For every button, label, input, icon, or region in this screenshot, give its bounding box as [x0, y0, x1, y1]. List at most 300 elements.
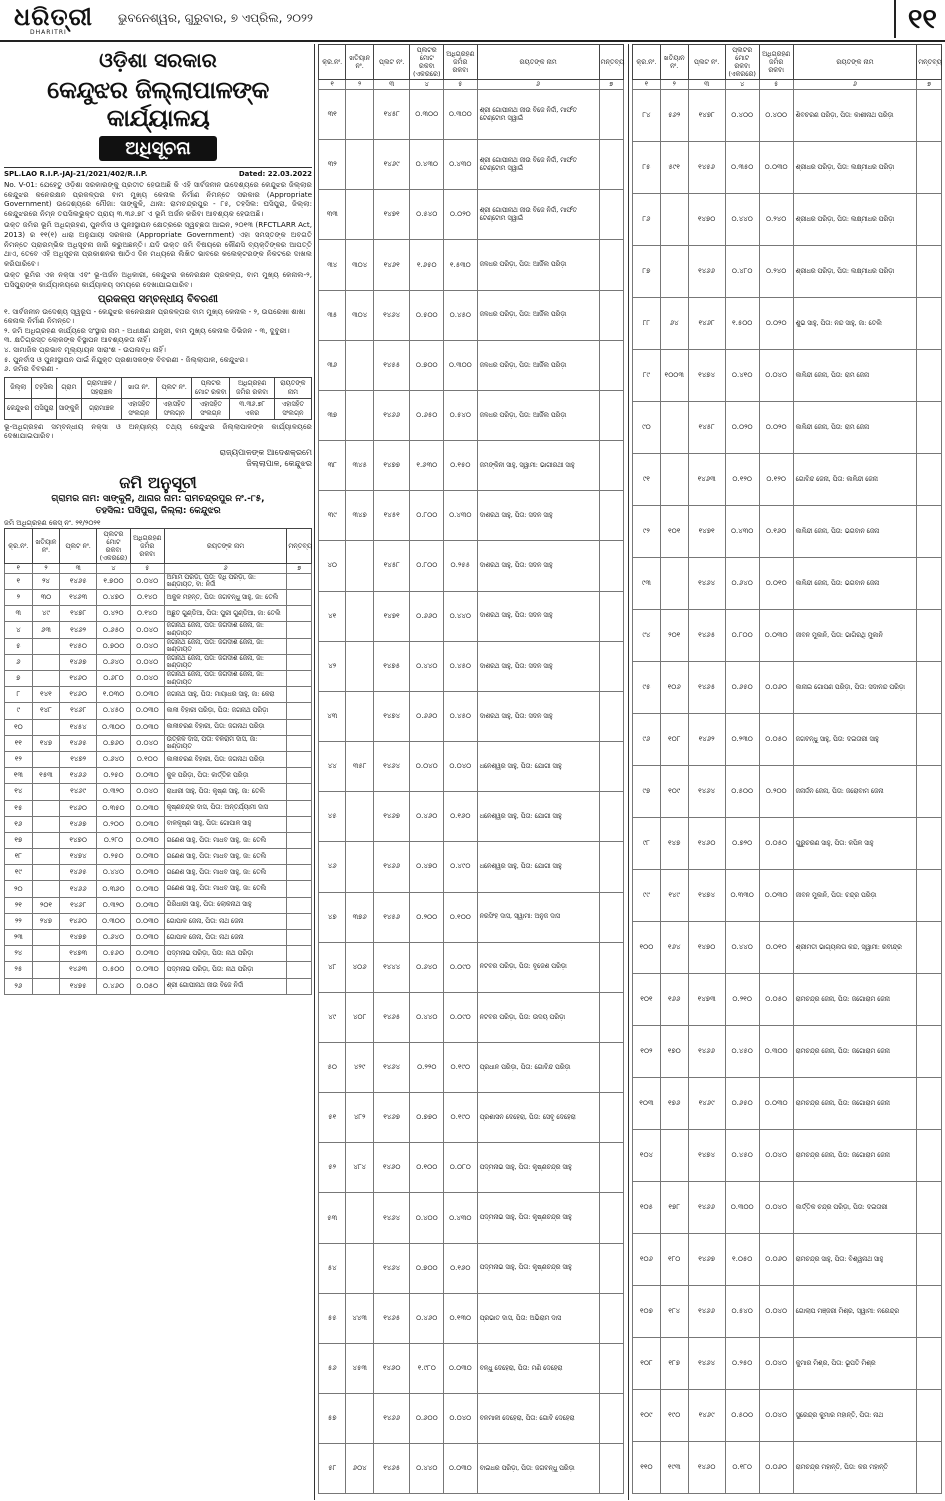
table-cell: ୦.୦୩୦ — [130, 962, 164, 978]
table-cell: ୮ — [5, 687, 33, 703]
list-item: ୧. ସାର୍ବଜନୀନ ଉଦେଶ୍ୟ ସ୍ୱରୂପ - କେନ୍ଦୁଝର କନେରକ୍ଷନ ପ୍ରକଳ୍ପର ବାମ ମୁଖ୍ୟ କେନାଲ - ୨, ଉପରେଖା ଶାଖା କେନାଲ ନିର୍ମାଣ ନିମନ୍ତେ। — [4, 306, 306, 326]
table-cell: ୦.୪୦୦ — [725, 90, 759, 142]
table-cell: କୁଳ ପରିଡ଼ା, ପିତା: କାର୍ତ୍ତିକ ପରିଡ଼ା — [164, 768, 287, 784]
table-row — [633, 454, 942, 506]
table-cell: ଶୁଭ ସାହୁ, ପିତା: ନନ୍ଦ ସାହୁ, ଜା: ତେଲି — [793, 298, 917, 350]
summary-header-cell: ତହସିଲ — [32, 377, 56, 398]
table-cell: ପଦ୍ମନାଭ ସାହୁ, ପିତା: କୃଷ୍ଣଚନ୍ଦ୍ର ସାହୁ — [477, 1243, 599, 1293]
table-cell: ୧୪୬୦ — [373, 1343, 410, 1393]
table-cell: ୧୪୭୦ — [688, 922, 725, 974]
table-cell: ୦.୪୪୦ — [444, 591, 478, 641]
summary-header-cell: ରାୟତଙ୍କ ନାମ — [274, 377, 311, 398]
table-cell: ୧୪୬୪ — [688, 558, 725, 610]
remarks-cell — [287, 849, 312, 865]
table-cell: ୧୦୫ — [633, 1182, 661, 1234]
table-row — [5, 800, 312, 816]
column-number: ୫ — [759, 80, 793, 90]
table-cell: ଜଳଧର ପରିଡ଼ା, ପିତା: ଆର୍ଜିଲ ପରିଡ଼ା — [477, 240, 599, 290]
table-cell: ୪୯ — [32, 606, 60, 622]
table-cell: ୩୯ — [319, 491, 346, 541]
table-cell: ୬ — [5, 654, 33, 670]
table-cell: ୦.୪୬୦ — [410, 1293, 444, 1343]
table-cell: ୧୪୫୬ — [373, 892, 410, 942]
column-number: ୧ — [633, 80, 661, 90]
table-cell: ୦.୪୩୦ — [444, 140, 478, 190]
remarks-cell — [917, 1442, 942, 1494]
table-cell: ୦.୮୦୦ — [410, 541, 444, 591]
table-cell: ୧୪୬୪ — [373, 742, 410, 792]
table-cell: ୧୪୬୬ — [373, 842, 410, 892]
table-cell: ୧୭ — [5, 832, 33, 848]
table-cell: ଶ୍ରୀମତୀ ଭାଗ୍ୟଲତା କନ୍ଦ, ସ୍ୱାମୀ: ରବୀନ୍ଦ୍ର — [793, 922, 917, 974]
table-cell: ୦.୪୩୦ — [725, 506, 759, 558]
table-cell — [346, 842, 373, 892]
table-cell: ୦.୮୦୦ — [410, 491, 444, 541]
table-cell: ଅକୁଳ ମହନ୍ତ, ପିତା: ଜଗବନ୍ଧୁ ସାହୁ, ଜା: ତେଲି — [164, 590, 287, 606]
column-number: ୫ — [130, 563, 164, 573]
column-header: ମନ୍ତବ୍ୟ — [287, 528, 312, 563]
column-number-row — [633, 80, 942, 90]
table-cell: ୦.୩୨୦ — [97, 897, 131, 913]
table-cell: ୦.୦୨୦ — [759, 402, 793, 454]
table-row — [633, 1234, 942, 1286]
table-cell: ପଦ୍ମନାଭ ସାହୁ, ପିତା: କୃଷ୍ଣଚନ୍ଦ୍ର ସାହୁ — [477, 1143, 599, 1193]
table-cell: ୯୬ — [633, 714, 661, 766]
table-cell: ୧୯୦ — [660, 1390, 688, 1442]
table-cell: ୩୦ — [32, 590, 60, 606]
table-cell: ୧୪୬୮ — [688, 298, 725, 350]
table-cell: ୧୪୬୦ — [60, 913, 97, 929]
table-cell — [660, 1130, 688, 1182]
newspaper-logo-latin: DHARITRI — [30, 29, 67, 36]
table-cell: ୧୪୬୬ — [373, 1394, 410, 1444]
table-row — [633, 610, 942, 662]
remarks-cell — [917, 1390, 942, 1442]
table-cell: ୦.୦୩୦ — [130, 913, 164, 929]
table-cell: ପ୍ରଶାସନ ଦେହେରା, ପିତା: ସେବୃ ଦେହେରା — [477, 1093, 599, 1143]
remarks-cell — [599, 992, 623, 1042]
table-cell: ୦.୧୬୦ — [444, 792, 478, 842]
table-cell — [32, 832, 60, 848]
table-cell: ୧୪୬୭ — [373, 1093, 410, 1143]
table-cell: ୪୦୮ — [346, 992, 373, 1042]
remarks-cell — [599, 641, 623, 691]
table-cell: ୦.୧୫୦ — [444, 441, 478, 491]
notice-paragraph: ଉକ୍ତ ଜମିର ଭୂମି ଅଧିଗ୍ରହଣ, ପୁନର୍ବାସ ଓ ପୁନଃସ୍ଥାପନ କ୍ଷେତ୍ରରେ ସ୍ୱଚ୍ଛତା ଆଇନ, ୨୦୧୩ (RFCTLARR Act, 2013) ର ୧୧(୧) ଧାରା ଅନୁଯାୟୀ ସରକାର (Appropriate Government) ଏହା ସମସ୍ତଙ୍କ ଅବଗତି ନିମନ୍ତେ ପ୍ରାରମ୍ଭିକ ଅଧିସୂଚନା ଜାରି କରୁଅଛନ୍ତି। ଯଦି ଉକ୍ତ ଜମି ବିଷୟରେ କୌଣସି ବ୍ୟକ୍ତିଙ୍କର ଆପତ୍ତି ଥାଏ, ତେବେ ଏହି ଅଧିସୂଚନା ପ୍ରକାଶନର ଷାଠିଏ ଦିନ ମଧ୍ୟରେ ଲିଖିତ ଭାବରେ କଲେକ୍ଟରଙ୍କ ନିକଟରେ ଦାଖଲ କରିପାରିବେ। — [4, 220, 312, 268]
remarks-cell — [287, 590, 312, 606]
table-cell: ୦.୪୪୦ — [725, 922, 759, 974]
table-cell: ୦.୦୩୦ — [130, 687, 164, 703]
table-cell: ୧୪୬୬ — [688, 1286, 725, 1338]
table-cell: ୧୪୫୬ — [688, 142, 725, 194]
table-cell: ୦.୪୫୦ — [444, 641, 478, 691]
table-cell: ୦.୨୪୦ — [759, 194, 793, 246]
remarks-cell — [287, 962, 312, 978]
table-cell — [32, 978, 60, 994]
table-cell: ୧୪୭୫ — [373, 641, 410, 691]
table-cell — [346, 641, 373, 691]
table-cell: ୫୭ — [319, 1394, 346, 1444]
remarks-cell — [599, 892, 623, 942]
table-cell: ୧୪୫୪ — [60, 719, 97, 735]
authority-name: ଜିଲ୍ଲାପାଳ, କେନ୍ଦୁଝର — [246, 458, 312, 468]
table-cell: ୦.୨୪୦ — [759, 246, 793, 298]
table-cell: ୧୪୫୦ — [60, 638, 97, 654]
table-cell: ୦.୦୩୦ — [130, 832, 164, 848]
summary-header-cell: ପ୍ଲଟର ମୋଟ ରକବା — [192, 377, 230, 398]
table-cell: କାଳିନ୍ଦୀ ଜେନା, ପିତା: ଭଗବାନ ଜେନା — [793, 506, 917, 558]
table-cell: ୧୪୬୪ — [688, 1338, 725, 1390]
table-row — [5, 687, 312, 703]
table-cell: ୦.୧୪୦ — [130, 606, 164, 622]
authority-order: ରାଜ୍ୟପାଳଙ୍କ ଆଦେଶକ୍ରମେ — [219, 447, 312, 457]
table-row — [5, 671, 312, 687]
schedule-column-right — [632, 44, 942, 1500]
table-row — [319, 240, 624, 290]
table-cell: ୧୦୯ — [633, 1390, 661, 1442]
table-cell: ୧୪୪୪ — [373, 942, 410, 992]
table-cell: ୨୪୭ — [32, 913, 60, 929]
table-cell: ୯୮ — [633, 818, 661, 870]
table-cell: ୧୪୭୭ — [60, 930, 97, 946]
table-cell: ୧୦୧ — [660, 506, 688, 558]
table-cell: ୧୪୬୫ — [373, 1444, 410, 1494]
column-number: ୨ — [32, 563, 60, 573]
table-cell: ପ୍ରଭାତ ଦାସ, ପିତା: ଅଭିରାମ ଦାସ — [477, 1293, 599, 1343]
column-number: ୪ — [725, 80, 759, 90]
notice-paragraph: ଉକ୍ତ ଭୂମିର ଏକ ନକ୍ସା ଏବଂ ଭୂ-ଅର୍ଜନ ଅଧିକାରୀ, କେନ୍ଦୁଝର କନେରକ୍ଷନ ପ୍ରକଳ୍ପ, ବାମ ମୁଖ୍ୟ କେନାଲ-୨, ଘସିପୁରାଙ୍କ କାର୍ଯ୍ୟାଳୟରେ କାର୍ଯ୍ୟାଳୟ ସମୟରେ ଦେଖାଯାଇପାରିବ। — [4, 270, 312, 289]
table-cell — [32, 638, 60, 654]
table-cell: ୫୬୨ — [660, 90, 688, 142]
remarks-cell — [917, 1234, 942, 1286]
column-number: ୬ — [477, 80, 599, 90]
table-cell: ୧୪୭ — [660, 818, 688, 870]
remarks-cell — [287, 897, 312, 913]
column-number: ୪ — [410, 80, 444, 90]
table-cell: ୦.୪୭୦ — [410, 842, 444, 892]
table-cell: ୦.୩୦୦ — [97, 913, 131, 929]
table-cell: ୦.୬୬୦ — [410, 591, 444, 641]
table-cell: ରାମଚନ୍ଦ୍ର ଜେନା, ପିତା: ଜଗୋରାମ ଜେନା — [793, 1026, 917, 1078]
table-cell: ୫୮ — [319, 1444, 346, 1494]
table-cell: ୦.୧୦୦ — [410, 1143, 444, 1193]
land-schedule-table — [318, 44, 624, 1494]
table-cell: ୦.୦୨୦ — [725, 402, 759, 454]
details-heading: ପ୍ରକଳ୍ପ ସମ୍ବନ୍ଧୀୟ ବିବରଣୀ — [98, 293, 218, 305]
list-item: ୨. ଜମି ଅଧିଗ୍ରହଣ କାର୍ଯ୍ୟରେ ସଂସ୍ଥାର ନାମ - ଅଧୀକ୍ଷଣ ଯନ୍ତ୍ରୀ, ବାମ ମୁଖ୍ୟ କେନାଲ ଡିଭିଜନ - ୩, ଦୁବୁରୀ। — [4, 325, 290, 335]
table-cell: ୧୪୬୪ — [688, 766, 725, 818]
column-number: ୨ — [346, 80, 373, 90]
table-cell — [346, 340, 373, 390]
table-cell — [32, 849, 60, 865]
table-cell: ୭ — [5, 671, 33, 687]
table-cell: ଶ୍ରୀ ଗୋପୀନାଥ ଜୀଉ ବିଜେ ନିର୍ଦ୍ଦୀ, ମାର୍ଫତ ଟେଣ୍ଟୋମ ସ୍ୱାଇଁ — [477, 190, 599, 240]
table-cell: ପଦ୍ମନାଭ ପରିଡ଼ା, ପିତା: ନାଥ ପରିଡ଼ା — [164, 962, 287, 978]
table-cell: ୧୪୬୦ — [60, 800, 97, 816]
table-cell: ୧୪୬୯ — [688, 1078, 725, 1130]
table-cell: କାର୍ତ୍ତିକ ଚନ୍ଦ୍ର ପରିଡ଼ା, ପିତା: ଦଇତାରୀ — [793, 1182, 917, 1234]
summary-value-row — [5, 398, 312, 419]
table-cell: ୦.୧୬୦ — [759, 506, 793, 558]
table-row — [633, 506, 942, 558]
table-cell: ୦.୪୫୦ — [725, 1130, 759, 1182]
table-cell — [32, 816, 60, 832]
table-cell: ୧୪୫୮ — [373, 541, 410, 591]
table-cell: ୦.୦୩୦ — [130, 897, 164, 913]
table-row — [5, 703, 312, 719]
table-row — [5, 719, 312, 735]
table-cell: ରାଧାରୀ ସାହୁ, ପିତା: କୃଷ୍ଣ ସାହୁ, ଜା: ତେଲି — [164, 784, 287, 800]
table-cell: ୦.୦୪୦ — [444, 1394, 478, 1444]
table-row — [319, 491, 624, 541]
table-cell — [346, 691, 373, 741]
table-row — [5, 865, 312, 881]
table-row — [319, 190, 624, 240]
reference-line — [4, 167, 312, 178]
table-row — [319, 1394, 624, 1444]
table-cell: ୪୩ — [319, 691, 346, 741]
table-cell: ୦.୩୦୦ — [444, 90, 478, 140]
table-row — [5, 606, 312, 622]
table-cell: ୦.୨୦୦ — [97, 816, 131, 832]
table-row — [5, 751, 312, 767]
table-cell: ୦.୧୩୦ — [444, 1293, 478, 1343]
table-cell: ରାମଚନ୍ଦ୍ର ଜେନା, ପିତା: ଜଗୋରାମ ଜେନା — [793, 1130, 917, 1182]
summary-header-cell: ଖାତା ନଂ. — [121, 377, 156, 398]
table-cell: ୧୪୬୭ — [60, 816, 97, 832]
table-row — [319, 1093, 624, 1143]
table-cell: କାଳୀଚରଣ ବିହାରୀ, ପିତା: ଜଗନାଥ ପରିଡ଼ା — [164, 719, 287, 735]
table-cell: ୦.୪୮୦ — [725, 246, 759, 298]
land-schedule-table — [4, 528, 312, 995]
remarks-cell — [287, 687, 312, 703]
table-cell: ୦.୩୬୦ — [97, 881, 131, 897]
table-cell: ୦.୦୨୦ — [759, 298, 793, 350]
table-cell: ଜଳଧର ପରିଡ଼ା, ପିତା: ଆର୍ଜିଲ ପରିଡ଼ା — [477, 340, 599, 390]
table-cell: ୦.୩୦୦ — [97, 719, 131, 735]
table-cell: ୦.୦୪୦ — [759, 1182, 793, 1234]
table-row — [319, 591, 624, 641]
table-cell: ୯୧ — [633, 454, 661, 506]
remarks-cell — [599, 140, 623, 190]
table-cell: ୦.୨୧୦ — [725, 974, 759, 1026]
summary-header-cell: ଜିଲ୍ଲା — [5, 377, 32, 398]
table-cell: ୩୫୮ — [346, 742, 373, 792]
column-header: ପ୍ଲଟ ନଂ. — [688, 45, 725, 80]
table-cell: ୪୨୯ — [346, 1042, 373, 1092]
table-row — [5, 654, 312, 670]
summary-value-cell: ଗ୍ରାମାଞ୍ଚଳ — [82, 398, 122, 419]
table-cell: ୦.୧୦୦ — [130, 751, 164, 767]
table-row — [5, 913, 312, 929]
table-cell: ୦.୦୪୦ — [130, 573, 164, 589]
remarks-cell — [287, 573, 312, 589]
table-cell: ୧୪୬୯ — [373, 140, 410, 190]
table-cell: ୦.୭୦୦ — [410, 1243, 444, 1293]
table-cell: ୩୦୪ — [346, 240, 373, 290]
table-cell: ୪୫ — [319, 792, 346, 842]
remarks-cell — [287, 832, 312, 848]
table-cell: ୦.୧୬୦ — [444, 1243, 478, 1293]
remarks-cell — [917, 350, 942, 402]
table-cell: ୦.୦୯୦ — [444, 942, 478, 992]
remarks-cell — [917, 714, 942, 766]
table-cell: ୮୪ — [633, 90, 661, 142]
table-cell: ୧୪୬୨ — [688, 714, 725, 766]
table-cell: ୯ — [5, 703, 33, 719]
table-cell: ୦.୩୦୦ — [410, 90, 444, 140]
table-cell: ୧୪୭ — [32, 735, 60, 751]
column-header: କ୍ର.ନଂ. — [5, 528, 33, 563]
table-cell: ୦.୩୨୦ — [97, 784, 131, 800]
table-cell: ୦.୪୯୦ — [444, 842, 478, 892]
notification-panel — [4, 46, 312, 1498]
land-schedule-table — [632, 44, 942, 1494]
table-cell: ପ୍ରଧାନ ପରିଡ଼ା, ପିତା: ଗୋବିନ୍ଦ ପରିଡ଼ା — [477, 1042, 599, 1092]
table-cell: ୧୪୬୦ — [60, 687, 97, 703]
table-cell: ୦.୨୦୦ — [759, 766, 793, 818]
table-cell: ୧୪୭୪ — [373, 691, 410, 741]
column-header: ଖତିୟାନ ନଂ. — [32, 528, 60, 563]
remarks-cell — [599, 541, 623, 591]
table-cell: ୧୪୭୪ — [688, 350, 725, 402]
table-cell: ୮୫ — [633, 142, 661, 194]
column-header: କ୍ର.ନଂ. — [633, 45, 661, 80]
table-cell — [660, 194, 688, 246]
table-cell: ୧୪୬୦ — [373, 1143, 410, 1193]
table-cell: ୦.୪୪୦ — [725, 194, 759, 246]
table-cell: ୧୪୬୬ — [373, 390, 410, 440]
table-cell: କାଳିନ୍ଦୀ ଜେନା, ପିତା: ରାମ ଜେନା — [793, 402, 917, 454]
table-cell: କାଳୀ ବିହାରୀ ପରିଡ଼ା, ପିତା: ଜଗନାଥ ପରିଡ଼ା — [164, 703, 287, 719]
remarks-cell — [917, 818, 942, 870]
remarks-cell — [917, 246, 942, 298]
table-cell: ୦.୫୦୦ — [725, 1390, 759, 1442]
table-cell: ୪୦୬ — [346, 942, 373, 992]
table-cell: ଜଗନାଥ ସାହୁ, ପିତା: ମାୟାଧର ସାହୁ, ଜା: କେରା — [164, 687, 287, 703]
table-cell: ଶ୍ରୀଧର ପରିଡ଼ା, ପିତା: ଲକ୍ଷ୍ମୀଧର ପରିଡ଼ା — [793, 194, 917, 246]
table-cell: ୦.୭୨୦ — [725, 818, 759, 870]
page-number: ୧୧ — [894, 0, 937, 38]
table-row — [5, 638, 312, 654]
table-cell: ୦.୩୦୦ — [444, 340, 478, 390]
table-cell: ୦.୦୯୦ — [444, 992, 478, 1042]
table-cell: କାଳୀଚରଣ ବିହାରୀ, ପିତା: ଜଗନାଥ ପରିଡ଼ା — [164, 751, 287, 767]
table-cell: ୦.୦୪୦ — [759, 1390, 793, 1442]
table-cell: ୦.୦୪୦ — [130, 622, 164, 638]
table-cell: ୨୦୧ — [660, 610, 688, 662]
table-row — [633, 558, 942, 610]
summary-header-row — [5, 377, 312, 398]
table-row — [319, 140, 624, 190]
table-row — [633, 402, 942, 454]
table-cell: ୧୪୬୩ — [688, 454, 725, 506]
table-cell: ୦.୦୩୦ — [444, 1343, 478, 1393]
table-cell: ୧୫ — [5, 800, 33, 816]
remarks-cell — [287, 654, 312, 670]
table-row — [319, 1143, 624, 1193]
table-cell: ୦.୪୪୦ — [410, 641, 444, 691]
table-cell: ୧୪୬୫ — [688, 662, 725, 714]
table-cell: ଜଗବନ୍ଧୁ ସାହୁ, ପିତା: ଦଇତାରୀ ସାହୁ — [793, 714, 917, 766]
column-divider — [628, 44, 629, 1500]
table-cell: ୧.୬୩୦ — [410, 441, 444, 491]
table-cell: ରାମଚନ୍ଦ୍ର ଜେନା, ପିତା: ଜଗୋରାମ ଜେନା — [793, 1078, 917, 1130]
table-cell: ୪୮ — [319, 942, 346, 992]
table-cell: ନଟବର ପରିଡ଼ା, ପିତା: ଉଦୟ ପରିଡ଼ା — [477, 992, 599, 1042]
table-cell: ୦.୪୪୦ — [410, 1444, 444, 1494]
column-number: ୧ — [5, 563, 33, 573]
table-cell — [660, 454, 688, 506]
schedule-title: ଜମି ଅନୁସୂଚୀ — [119, 472, 197, 492]
table-cell: ଜମଙ୍କିନୀ ସାହୁ, ସ୍ୱାମୀ: ଭାଗୀରଥୀ ସାହୁ — [477, 441, 599, 491]
table-cell: ୧୪୬୧ — [373, 240, 410, 290]
remarks-cell — [287, 606, 312, 622]
remarks-cell — [287, 946, 312, 962]
summary-header-cell: ଗ୍ରାମାଞ୍ଚଳ / ସହରାଞ୍ଚଳ — [82, 377, 122, 398]
remarks-cell — [599, 792, 623, 842]
table-cell: ୦.୧୪୦ — [130, 590, 164, 606]
remarks-cell — [599, 441, 623, 491]
table-cell: ୧୪୭୭ — [373, 441, 410, 491]
table-cell: ୦.୨୮୦ — [97, 832, 131, 848]
table-cell: ୬୩ — [32, 622, 60, 638]
remarks-cell — [287, 638, 312, 654]
table-cell — [32, 654, 60, 670]
table-row — [319, 1042, 624, 1092]
table-cell: ୦.୬୫୦ — [725, 662, 759, 714]
column-number-row — [319, 80, 624, 90]
remarks-cell — [599, 190, 623, 240]
table-cell: ୧୪୬୫ — [60, 573, 97, 589]
summary-value-cell: ଏହାସହିତ ସଂଲଗ୍ନ — [274, 398, 311, 419]
table-cell: ୩୦୪ — [346, 290, 373, 340]
table-cell: ୯୯ — [633, 870, 661, 922]
table-cell: ୧୪୫୧ — [373, 491, 410, 541]
table-cell — [346, 390, 373, 440]
table-cell: ୦.୦୬୦ — [759, 1442, 793, 1494]
table-cell: ୯୨ — [633, 506, 661, 558]
table-cell: ୧୬୬ — [660, 974, 688, 1026]
table-cell: ୪୯ — [319, 992, 346, 1042]
table-cell: ୦.୪୬୦ — [97, 978, 131, 994]
table-cell: ୧୪୬୦ — [688, 1442, 725, 1494]
table-cell: ୯୫ — [633, 662, 661, 714]
column-header: ପ୍ଲଟର ମୋଟ ରକବା (ଏକରରେ) — [97, 528, 131, 563]
table-cell: ୧୮୪ — [660, 1286, 688, 1338]
table-cell: ୫୦ — [319, 1042, 346, 1092]
column-header: ଅଧିଗ୍ରହଣ ଜମିର ରକବା — [444, 45, 478, 80]
table-cell: ୦.୦୪୦ — [130, 638, 164, 654]
remarks-cell — [917, 506, 942, 558]
column-number: ୪ — [97, 563, 131, 573]
table-cell: ୧୪୬୬ — [688, 1026, 725, 1078]
remarks-cell — [599, 90, 623, 140]
table-cell: ୧୪୭୪ — [60, 849, 97, 865]
column-header: ପ୍ଲଟ ନଂ. — [373, 45, 410, 80]
table-cell: ୧୬୪ — [660, 922, 688, 974]
table-cell: ୧୧୦ — [633, 1442, 661, 1494]
table-cell: ଗୁରୁଚରଣ ସାହୁ, ପିତା: କପିଳ ସାହୁ — [793, 818, 917, 870]
table-cell: ୦.୦୫୦ — [130, 978, 164, 994]
table-cell: ୧୪୬୯ — [688, 1390, 725, 1442]
table-cell: ୬୪ — [660, 298, 688, 350]
table-cell — [346, 1243, 373, 1293]
table-cell: କୃଷ୍ଣଚନ୍ଦ୍ର ଦାସ, ପିତା: ଅନ୍ତର୍ଯ୍ୟାମୀ ଦାସ — [164, 800, 287, 816]
table-cell: ୧୯୩ — [660, 1442, 688, 1494]
table-cell: ୧୪୬୨ — [60, 622, 97, 638]
table-cell: ୧୪୫୫ — [373, 340, 410, 390]
